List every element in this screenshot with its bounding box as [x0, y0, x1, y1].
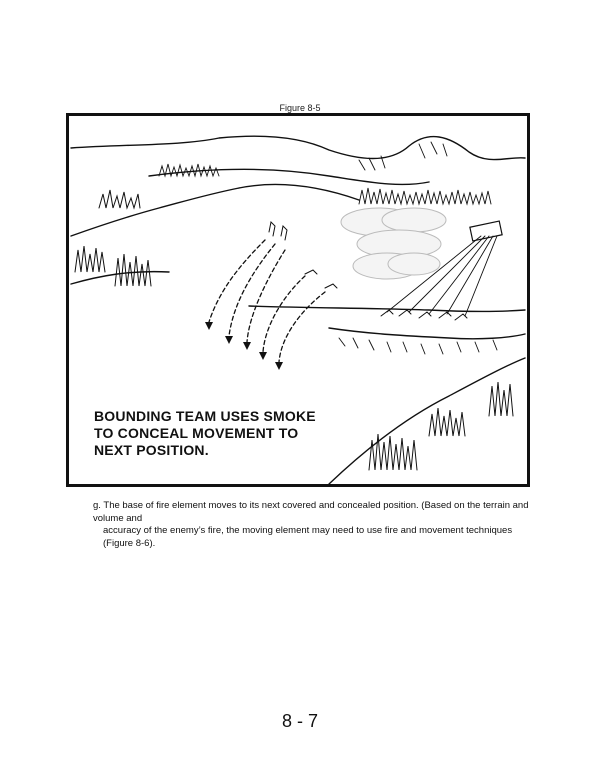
ground-line [249, 306, 525, 312]
mountain-ridge-lower [149, 169, 429, 184]
figure-label-line: NEXT POSITION. [94, 442, 209, 458]
figure-label [94, 408, 316, 459]
paragraph-line: g. The base of fire element moves to its next covered and concealed position. (Based on the terrain and volume and [93, 500, 529, 524]
movement-arrows [209, 240, 325, 362]
right-hillside [329, 358, 525, 484]
smoke-cloud [341, 208, 446, 279]
figure-illustration [66, 113, 530, 487]
enemy-position [470, 221, 502, 241]
page-number: 8 - 7 [281, 711, 319, 731]
scrub-left [99, 190, 140, 208]
left-hillside [71, 188, 239, 236]
figure-label-line: BOUNDING TEAM USES SMOKE [94, 408, 316, 424]
paragraph-g [93, 500, 538, 550]
figure-caption: Figure 8-5 [279, 103, 321, 113]
figure-label-line: TO CONCEAL MOVEMENT TO [94, 425, 299, 441]
paragraph-line: accuracy of the enemy’s fire, the moving element may need to use fire and movement techniques (Figure 8-6). [103, 525, 513, 549]
mountain-ridge [71, 136, 525, 159]
